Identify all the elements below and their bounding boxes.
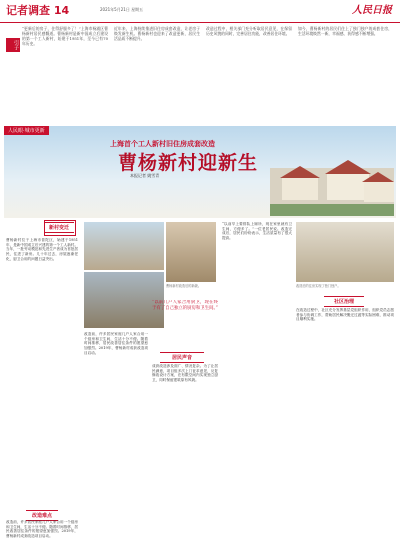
lead-paragraph: 改造过程中，相关部门充分听取居民意见，在保留历史风貌的同时，完善居住功能，改善居住环境。 bbox=[206, 26, 292, 36]
article-column: 在改造过程中，社区充分发挥基层党组织作用，组织党员志愿者参与协调工作，帮助居民解决搬迁过渡等实际困难，推动项目顺利实施。 bbox=[296, 308, 394, 322]
photo-caption: 改造后的住房实现了独门独户。 bbox=[296, 284, 341, 288]
byline: 本报记者 姚雪青 bbox=[130, 173, 160, 178]
section-title: 记者调查 14 bbox=[6, 4, 70, 17]
photo-estate-exterior bbox=[84, 222, 164, 270]
photo-building bbox=[166, 222, 216, 282]
lead-paragraph: “更新后的房子，住得舒服多了！”上海市杨浦区曹杨新村居民感慨道。曹杨新村是新中国成立后建设的第一个工人新村，始建于1951年，至今已有70年历史。 bbox=[22, 26, 108, 46]
article-column: 成套改造涉及面广、情况复杂。为了让居民满意，项目组多次上门征求意见，反复修改设计方案，在有限空间内实现独立厨卫，同时保留建筑原有风貌。 bbox=[152, 364, 218, 383]
article-column: “以前早上要排队上厕所，现在家里就有卫生间，方便多了。”一位老居民说。改造完成后，居民们纷纷表示，生活质量有了很大提高。 bbox=[222, 222, 292, 241]
article-column: 改造前，许多居民家庭几户人家合用一个厨房和卫生间，生活十分不便。随着时间推移，居民改善居住条件的愿望愈加强烈。2019年，曹杨新村成套改造项目启动。 bbox=[6, 520, 78, 539]
article-column: 曹杨新村位于上海市普陀区，始建于1951年，是新中国成立后兴建的第一个工人新村。当年，一批劳动模范和先进生产者成为首批居民，住进了新房。几十年过去，房屋逐渐老化，厨卫合用的问题日益突出。 bbox=[6, 238, 78, 261]
photo-caption: 曹杨新村改造后的新貌。 bbox=[166, 284, 202, 288]
section-tag: 人民眼·城市更新 bbox=[4, 126, 49, 135]
lead-paragraph: 如今，曹杨新村的居民们住上了独门独户的成套住房，生活环境焕然一新，幸福感、获得感不断增强。 bbox=[298, 26, 392, 36]
main-headline: 曹杨新村迎新生 bbox=[118, 152, 259, 174]
subhead: 社区治理 bbox=[324, 296, 364, 307]
subhead: 居民声音 bbox=[160, 352, 204, 363]
article-column: 改造前，许多居民家庭几户人家合用一个厨房和卫生间，生活十分不便。随着时间推移，居民改善居住条件的愿望愈加强烈。2019年，曹杨新村成套改造项目启动。 bbox=[84, 332, 148, 355]
lead-paragraph: 近年来，上海持续推进旧住房成套改造，让老房子焕发新生机。曹杨新村也迎来了改造更新，居民生活品质不断提升。 bbox=[114, 26, 200, 41]
subhead: 改造难点 bbox=[26, 510, 58, 521]
headline-kicker: 上海首个工人新村旧住房成套改造 bbox=[110, 139, 215, 148]
pull-quote: “以前几户人家合用厨卫，现在终于有了自己独立的厨房和卫生间。” bbox=[152, 300, 218, 311]
lead-tag: 引子 bbox=[6, 38, 20, 52]
subhead: 新村变迁 bbox=[44, 222, 74, 233]
newspaper-masthead: 人民日报 bbox=[352, 5, 392, 16]
housing-estate-illustration bbox=[270, 128, 394, 216]
issue-date: 2021年5月21日 星期五 bbox=[100, 7, 144, 12]
photo-interior bbox=[296, 222, 394, 282]
